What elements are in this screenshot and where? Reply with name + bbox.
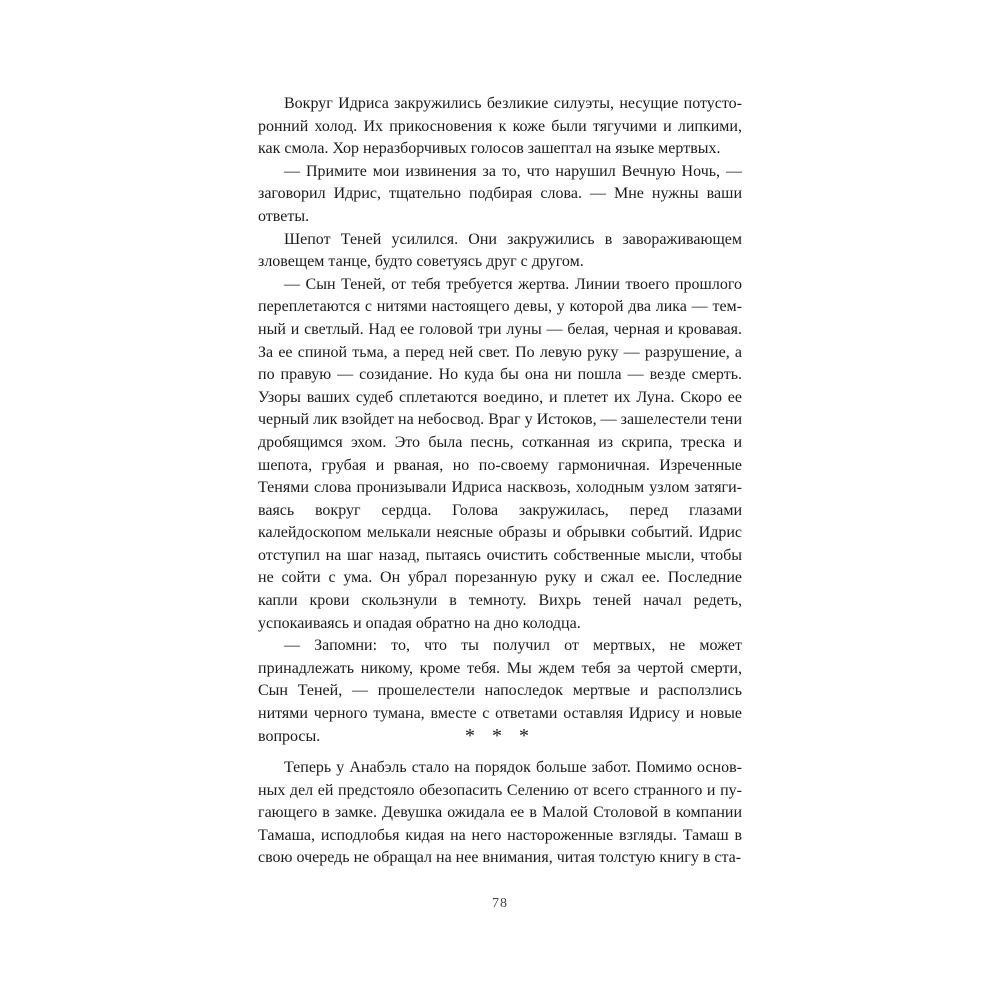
text-block-before-separator (258, 93, 742, 748)
section-separator: * * * (465, 725, 535, 747)
page-number: 78 (492, 896, 508, 911)
paragraph: — Примите мои извинения за то, что нарушил Вечную Ночь, — заговорил Идрис, тщательно подбирая слова. — Мне нужны ваши ответы. (258, 162, 742, 225)
paragraph: Вокруг Идриса закружились безликие силуэты, несущие потусторонний холод. Их прикосновения к коже были тягучими и липкими, как смола. Хор неразборчивых голосов зашептал на языке мертвых. (258, 95, 742, 158)
paragraph: Шепот Теней усилился. Они закружились в завораживающем зловещем танце, будто советуясь друг с другом. (258, 230, 742, 271)
text-block-after-separator (258, 757, 742, 870)
paragraph: Теперь у Анабэль стало на порядок больше забот. Помимо основных дел ей предстояло обезопасить Селению от всего странного и пугающего в замке. Девушка ожидала ее в Малой Столовой в компании Тамаша, исподлобья кидая на него настороженные взгляды. Тамаш в свою очередь не обращал на нее внимания, читая толстую книгу в ста- (258, 759, 742, 867)
paragraph: — Сын Теней, от тебя требуется жертва. Линии твоего прошлого переплетаются с нитями настоящего девы, у которой два лика — темный и светлый. Над ее головой три луны — белая, черная и кровавая. За ее спиной тьма, а перед ней свет. По левую руку — разрушение, а по правую — созидание. Но куда бы она ни пошла — везде смерть. Узоры ваших судеб сплетаются воедино, и плетет их Луна. Скоро ее черный лик взойдет на небосвод. Враг у Истоков, — зашелестели тени дробящимся эхом. Это была песнь, сотканная из скрипа, треска и шепота, грубая и рваная, но по-своему гармоничная. Изреченные Тенями слова пронизывали Идриса насквозь, холодным узлом затягиваясь вокруг сердца. Голова закружилась, перед глазами калейдоскопом мелькали неясные образы и обрывки событий. Идрис отступил на шаг назад, пытаясь очистить собственные мысли, чтобы не сойти с ума. Он убрал порезанную руку и сжал ее. Последние капли крови скользнули в темноту. Вихрь теней начал редеть, успокаиваясь и опадая обратно на дно колодца. (258, 275, 742, 632)
paragraph: — Запомни: то, что ты получил от мертвых, не может принадлежать никому, кроме тебя. Мы ждем тебя за чертой смерти, Сын Теней, — прошелестели напоследок мертвые и расползлись нитями черного тумана, вместе с ответами оставляя Идрису и новые вопросы. (258, 637, 742, 745)
